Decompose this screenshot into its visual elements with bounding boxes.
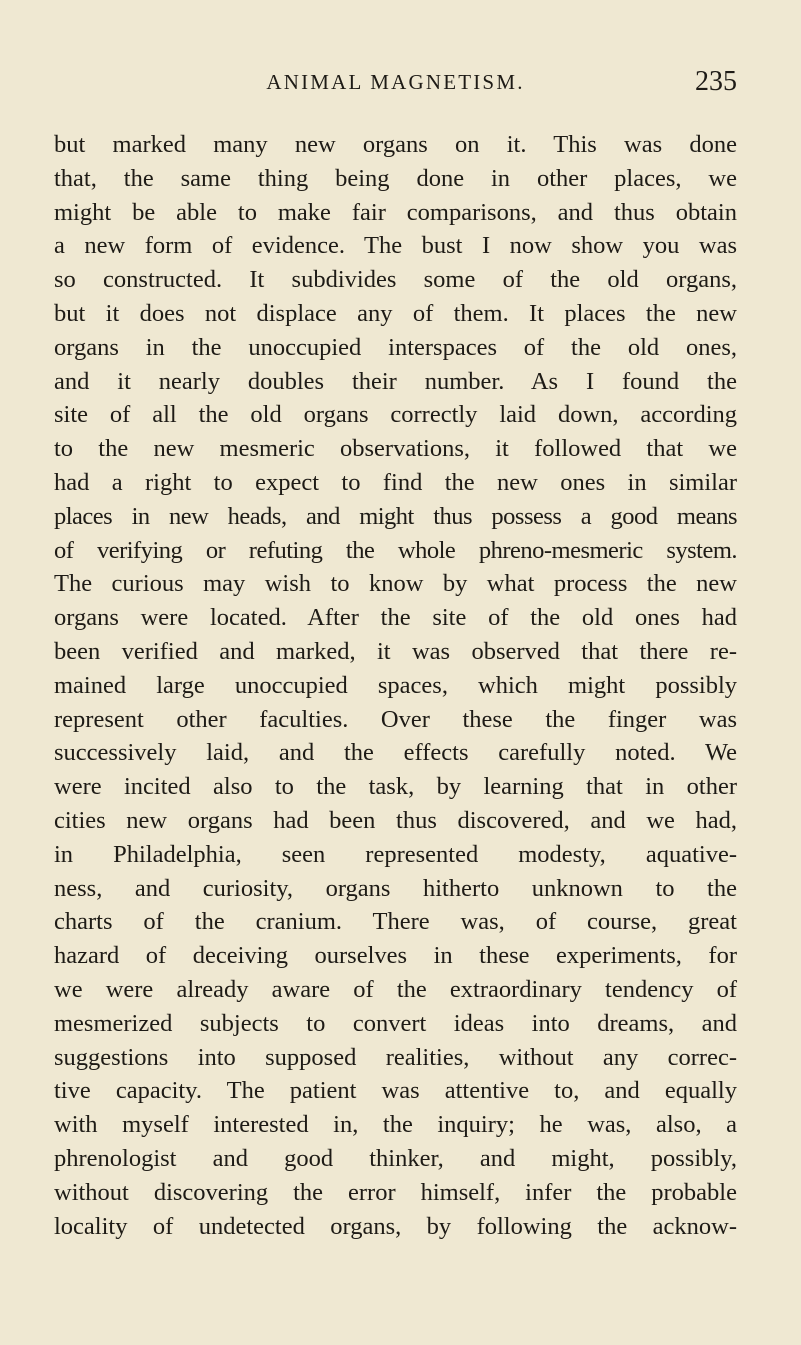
text-line: had a right to expect to find the new ones in similar <box>54 468 737 496</box>
text-line: charts of the cranium. There was, of course, great <box>54 908 737 936</box>
text-line: but marked many new organs on it. This was done <box>54 131 737 158</box>
text-line: hazard of deceiving ourselves in these experiments, for <box>54 942 737 970</box>
text-line: might be able to make fair comparisons, and thus obtain <box>54 198 737 226</box>
text-line: mesmerized subjects to convert ideas into dreams, and <box>54 1009 737 1037</box>
text-line: organs in the unoccupied interspaces of the old ones, <box>54 333 737 361</box>
text-line: places in new heads, and might thus possess a good means <box>54 502 737 530</box>
text-line: successively laid, and the effects carefully noted. We <box>54 739 737 767</box>
text-line: locality of undetected organs, by following the acknow- <box>54 1212 737 1240</box>
running-head <box>54 62 737 102</box>
page-number: 235 <box>695 66 737 97</box>
text-line: were incited also to the task, by learning that in other <box>54 773 737 801</box>
text-line: suggestions into supposed realities, without any correc- <box>54 1043 737 1071</box>
text-line: phrenologist and good thinker, and might, possibly, <box>54 1144 737 1172</box>
text-line: represent other faculties. Over these the finger was <box>54 705 737 733</box>
text-line: of verifying or refuting the whole phreno-mesmeric system. <box>54 536 737 564</box>
text-line: been verified and marked, it was observed that there re- <box>54 637 737 665</box>
text-line: and it nearly doubles their number. As I found the <box>54 367 737 395</box>
text-line: site of all the old organs correctly laid down, according <box>54 401 737 429</box>
running-title: ANIMAL MAGNETISM. <box>266 70 525 94</box>
text-line: tive capacity. The patient was attentive to, and equally <box>54 1077 737 1105</box>
text-line: to the new mesmeric observations, it followed that we <box>54 435 737 463</box>
text-line: without discovering the error himself, infer the probable <box>54 1178 737 1206</box>
text-line: but it does not displace any of them. It places the new <box>54 299 737 327</box>
text-line: organs were located. After the site of the old ones had <box>54 604 737 632</box>
text-line: The curious may wish to know by what process the new <box>54 570 737 598</box>
text-line: so constructed. It subdivides some of the old organs, <box>54 266 737 294</box>
text-line: we were already aware of the extraordinary tendency of <box>54 975 737 1003</box>
body-paragraph <box>54 128 737 1243</box>
text-line: mained large unoccupied spaces, which might possibly <box>54 671 737 699</box>
text-line: cities new organs had been thus discovered, and we had, <box>54 806 737 834</box>
text-line: in Philadelphia, seen represented modesty, aquative- <box>54 840 737 868</box>
text-line: a new form of evidence. The bust I now show you was <box>54 232 737 260</box>
text-line: that, the same thing being done in other places, we <box>54 164 737 192</box>
text-line: with myself interested in, the inquiry; he was, also, a <box>54 1111 737 1139</box>
text-line: ness, and curiosity, organs hitherto unknown to the <box>54 874 737 902</box>
